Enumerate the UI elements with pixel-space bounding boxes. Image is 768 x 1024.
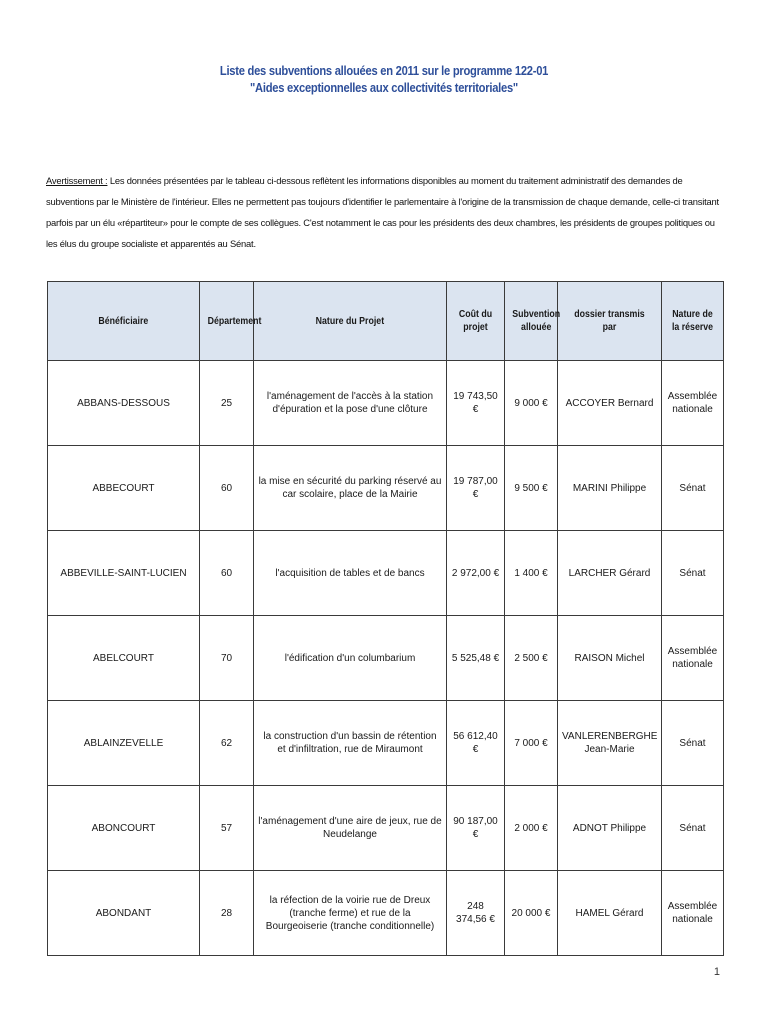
title-line-2: "Aides exceptionnelles aux collectivités territoriales"	[250, 80, 518, 95]
cell-nature-projet: l'aménagement de l'accès à la station d'épuration et la pose d'une clôture	[254, 361, 447, 446]
cell-beneficiaire: ABBEVILLE-SAINT-LUCIEN	[48, 531, 200, 616]
cell-nature-projet: l'aménagement d'une aire de jeux, rue de Neudelange	[254, 786, 447, 871]
header-nature-projet: Nature du Projet	[254, 282, 447, 361]
cell-subvention: 9 000 €	[505, 361, 558, 446]
cell-dossier-transmis: VANLERENBERGHE Jean-Marie	[558, 701, 662, 786]
cell-beneficiaire: ABLAINZEVELLE	[48, 701, 200, 786]
cell-cout-projet: 90 187,00 €	[447, 786, 505, 871]
subventions-table	[47, 281, 724, 956]
cell-dossier-transmis: ACCOYER Bernard	[558, 361, 662, 446]
table-row	[48, 871, 724, 956]
cell-nature-projet: la réfection de la voirie rue de Dreux (tranche ferme) et rue de la Bourgeoiserie (tranche conditionnelle)	[254, 871, 447, 956]
warning-paragraph	[46, 170, 726, 254]
cell-nature-reserve: Assemblée nationale	[662, 361, 724, 446]
cell-cout-projet: 19 743,50 €	[447, 361, 505, 446]
cell-cout-projet: 19 787,00 €	[447, 446, 505, 531]
cell-nature-projet: la mise en sécurité du parking réservé au car scolaire, place de la Mairie	[254, 446, 447, 531]
cell-dossier-transmis: RAISON Michel	[558, 616, 662, 701]
cell-nature-reserve: Assemblée nationale	[662, 871, 724, 956]
header-subvention: Subvention allouée	[505, 282, 558, 361]
page-number: 1	[713, 966, 720, 978]
table-row	[48, 786, 724, 871]
table-row	[48, 361, 724, 446]
cell-dossier-transmis: LARCHER Gérard	[558, 531, 662, 616]
cell-beneficiaire: ABONCOURT	[48, 786, 200, 871]
cell-subvention: 1 400 €	[505, 531, 558, 616]
cell-subvention: 9 500 €	[505, 446, 558, 531]
table-row	[48, 531, 724, 616]
cell-nature-reserve: Sénat	[662, 446, 724, 531]
cell-beneficiaire: ABBECOURT	[48, 446, 200, 531]
header-departement: Département	[200, 282, 254, 361]
table-row	[48, 446, 724, 531]
cell-departement: 28	[200, 871, 254, 956]
table-header-row	[48, 282, 724, 361]
cell-cout-projet: 5 525,48 €	[447, 616, 505, 701]
table-row	[48, 616, 724, 701]
cell-beneficiaire: ABONDANT	[48, 871, 200, 956]
cell-departement: 70	[200, 616, 254, 701]
cell-departement: 60	[200, 531, 254, 616]
cell-cout-projet: 56 612,40 €	[447, 701, 505, 786]
cell-nature-reserve: Sénat	[662, 701, 724, 786]
cell-subvention: 7 000 €	[505, 701, 558, 786]
cell-nature-reserve: Sénat	[662, 786, 724, 871]
warning-text: Les données présentées par le tableau ci-dessous reflètent les informations disponibles au moment du traitement administratif des demandes de subventions par le Ministère de l'intérieur. Elles ne permettent pas toujours d'identifier le parlementaire à l'origine de la transmission de chaque demande, celle-ci transitant parfois par un élu «répartiteur» pour le compte de ses collègues. C'est notamment le cas pour les présidents des deux chambres, les présidents de groupes politiques ou les élus du groupe socialiste et apparentés au Sénat.	[46, 175, 719, 249]
cell-departement: 57	[200, 786, 254, 871]
cell-departement: 62	[200, 701, 254, 786]
cell-dossier-transmis: HAMEL Gérard	[558, 871, 662, 956]
cell-beneficiaire: ABBANS-DESSOUS	[48, 361, 200, 446]
cell-nature-projet: l'édification d'un columbarium	[254, 616, 447, 701]
cell-nature-reserve: Assemblée nationale	[662, 616, 724, 701]
header-dossier-transmis: dossier transmis par	[558, 282, 662, 361]
title-line-1: Liste des subventions allouées en 2011 sur le programme 122-01	[219, 63, 549, 78]
cell-dossier-transmis: MARINI Philippe	[558, 446, 662, 531]
cell-subvention: 2 000 €	[505, 786, 558, 871]
cell-departement: 60	[200, 446, 254, 531]
header-nature-reserve: Nature de la réserve	[662, 282, 724, 361]
header-beneficiaire: Bénéficiaire	[48, 282, 200, 361]
cell-nature-reserve: Sénat	[662, 531, 724, 616]
document-title	[54, 62, 714, 96]
cell-departement: 25	[200, 361, 254, 446]
cell-subvention: 20 000 €	[505, 871, 558, 956]
table-row	[48, 701, 724, 786]
warning-label: Avertissement :	[46, 175, 108, 186]
cell-dossier-transmis: ADNOT Philippe	[558, 786, 662, 871]
cell-cout-projet: 2 972,00 €	[447, 531, 505, 616]
header-cout-projet: Coût du projet	[447, 282, 505, 361]
cell-nature-projet: la construction d'un bassin de rétention et d'infiltration, rue de Miraumont	[254, 701, 447, 786]
cell-subvention: 2 500 €	[505, 616, 558, 701]
cell-cout-projet: 248 374,56 €	[447, 871, 505, 956]
cell-beneficiaire: ABELCOURT	[48, 616, 200, 701]
cell-nature-projet: l'acquisition de tables et de bancs	[254, 531, 447, 616]
